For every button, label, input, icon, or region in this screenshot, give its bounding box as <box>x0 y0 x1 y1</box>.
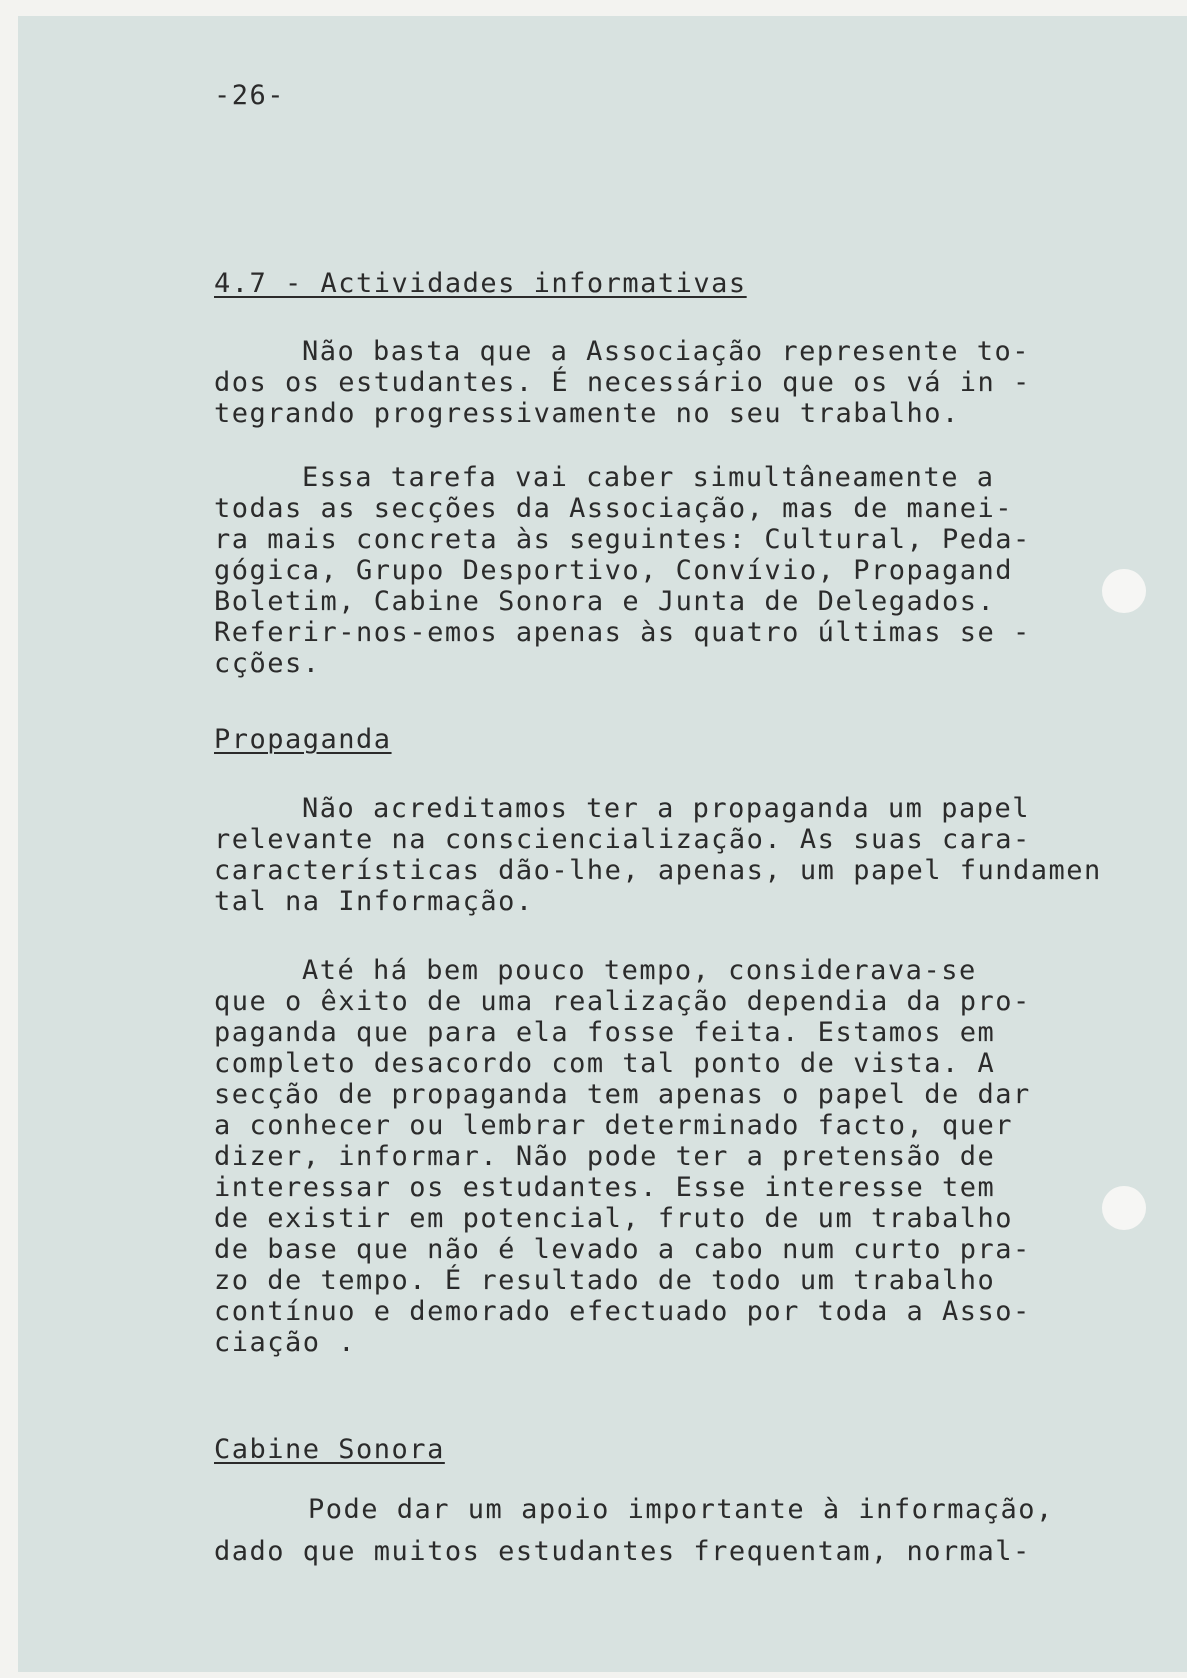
punch-hole <box>1102 1186 1146 1230</box>
paragraph-line: relevante na consciencialização. As suas cara- <box>214 824 1031 855</box>
paragraph-line: cções. <box>214 648 321 679</box>
paragraph-line: de existir em potencial, fruto de um trabalho <box>214 1203 1013 1234</box>
paragraph-line: zo de tempo. É resultado de todo um trabalho <box>214 1265 996 1296</box>
page-number: -26- <box>214 80 286 111</box>
subsection-heading-propaganda: Propaganda <box>214 724 392 755</box>
paragraph-line: dado que muitos estudantes frequentam, normal- <box>214 1536 1031 1567</box>
paragraph-line: contínuo e demorado efectuado por toda a Asso- <box>214 1296 1031 1327</box>
paragraph-line: tal na Informação. <box>214 886 534 917</box>
paragraph-line: ciação . <box>214 1327 357 1358</box>
paragraph-line: Até há bem pouco tempo, considerava-se <box>302 955 977 986</box>
paragraph-line: que o êxito de uma realização dependia da pro- <box>214 986 1031 1017</box>
paragraph-line: gógica, Grupo Desportivo, Convívio, Propagand <box>214 555 1013 586</box>
section-heading: 4.7 - Actividades informativas <box>214 268 747 299</box>
paragraph-line: secção de propaganda tem apenas o papel de dar <box>214 1079 1031 1110</box>
paragraph-line: Pode dar um apoio importante à informação, <box>308 1494 1054 1525</box>
paragraph-line: completo desacordo com tal ponto de vista. A <box>214 1048 996 1079</box>
paragraph-line: paganda que para ela fosse feita. Estamos em <box>214 1017 996 1048</box>
punch-hole <box>1102 569 1146 613</box>
paragraph-line: de base que não é levado a cabo num curto pra- <box>214 1234 1031 1265</box>
paragraph-line: Não basta que a Associação represente to- <box>302 336 1030 367</box>
paragraph-line: a conhecer ou lembrar determinado facto, quer <box>214 1110 1013 1141</box>
document-page <box>18 16 1187 1672</box>
paragraph-line: Referir-nos-emos apenas às quatro últimas se - <box>214 617 1031 648</box>
paragraph-line: todas as secções da Associação, mas de manei- <box>214 493 1013 524</box>
paragraph-line: dos os estudantes. É necessário que os vá in - <box>214 367 1031 398</box>
paragraph-line: Boletim, Cabine Sonora e Junta de Delegados. <box>214 586 996 617</box>
paragraph-line: dizer, informar. Não pode ter a pretensão de <box>214 1141 996 1172</box>
paragraph-line: características dão-lhe, apenas, um papel fundamen <box>214 855 1102 886</box>
paragraph-line: Não acreditamos ter a propaganda um papel <box>302 793 1030 824</box>
paragraph-line: ra mais concreta às seguintes: Cultural, Peda- <box>214 524 1031 555</box>
paragraph-line: Essa tarefa vai caber simultâneamente a <box>302 462 995 493</box>
paragraph-line: interessar os estudantes. Esse interesse tem <box>214 1172 996 1203</box>
paragraph-line: tegrando progressivamente no seu trabalho. <box>214 398 960 429</box>
subsection-heading-cabine-sonora: Cabine Sonora <box>214 1434 445 1465</box>
